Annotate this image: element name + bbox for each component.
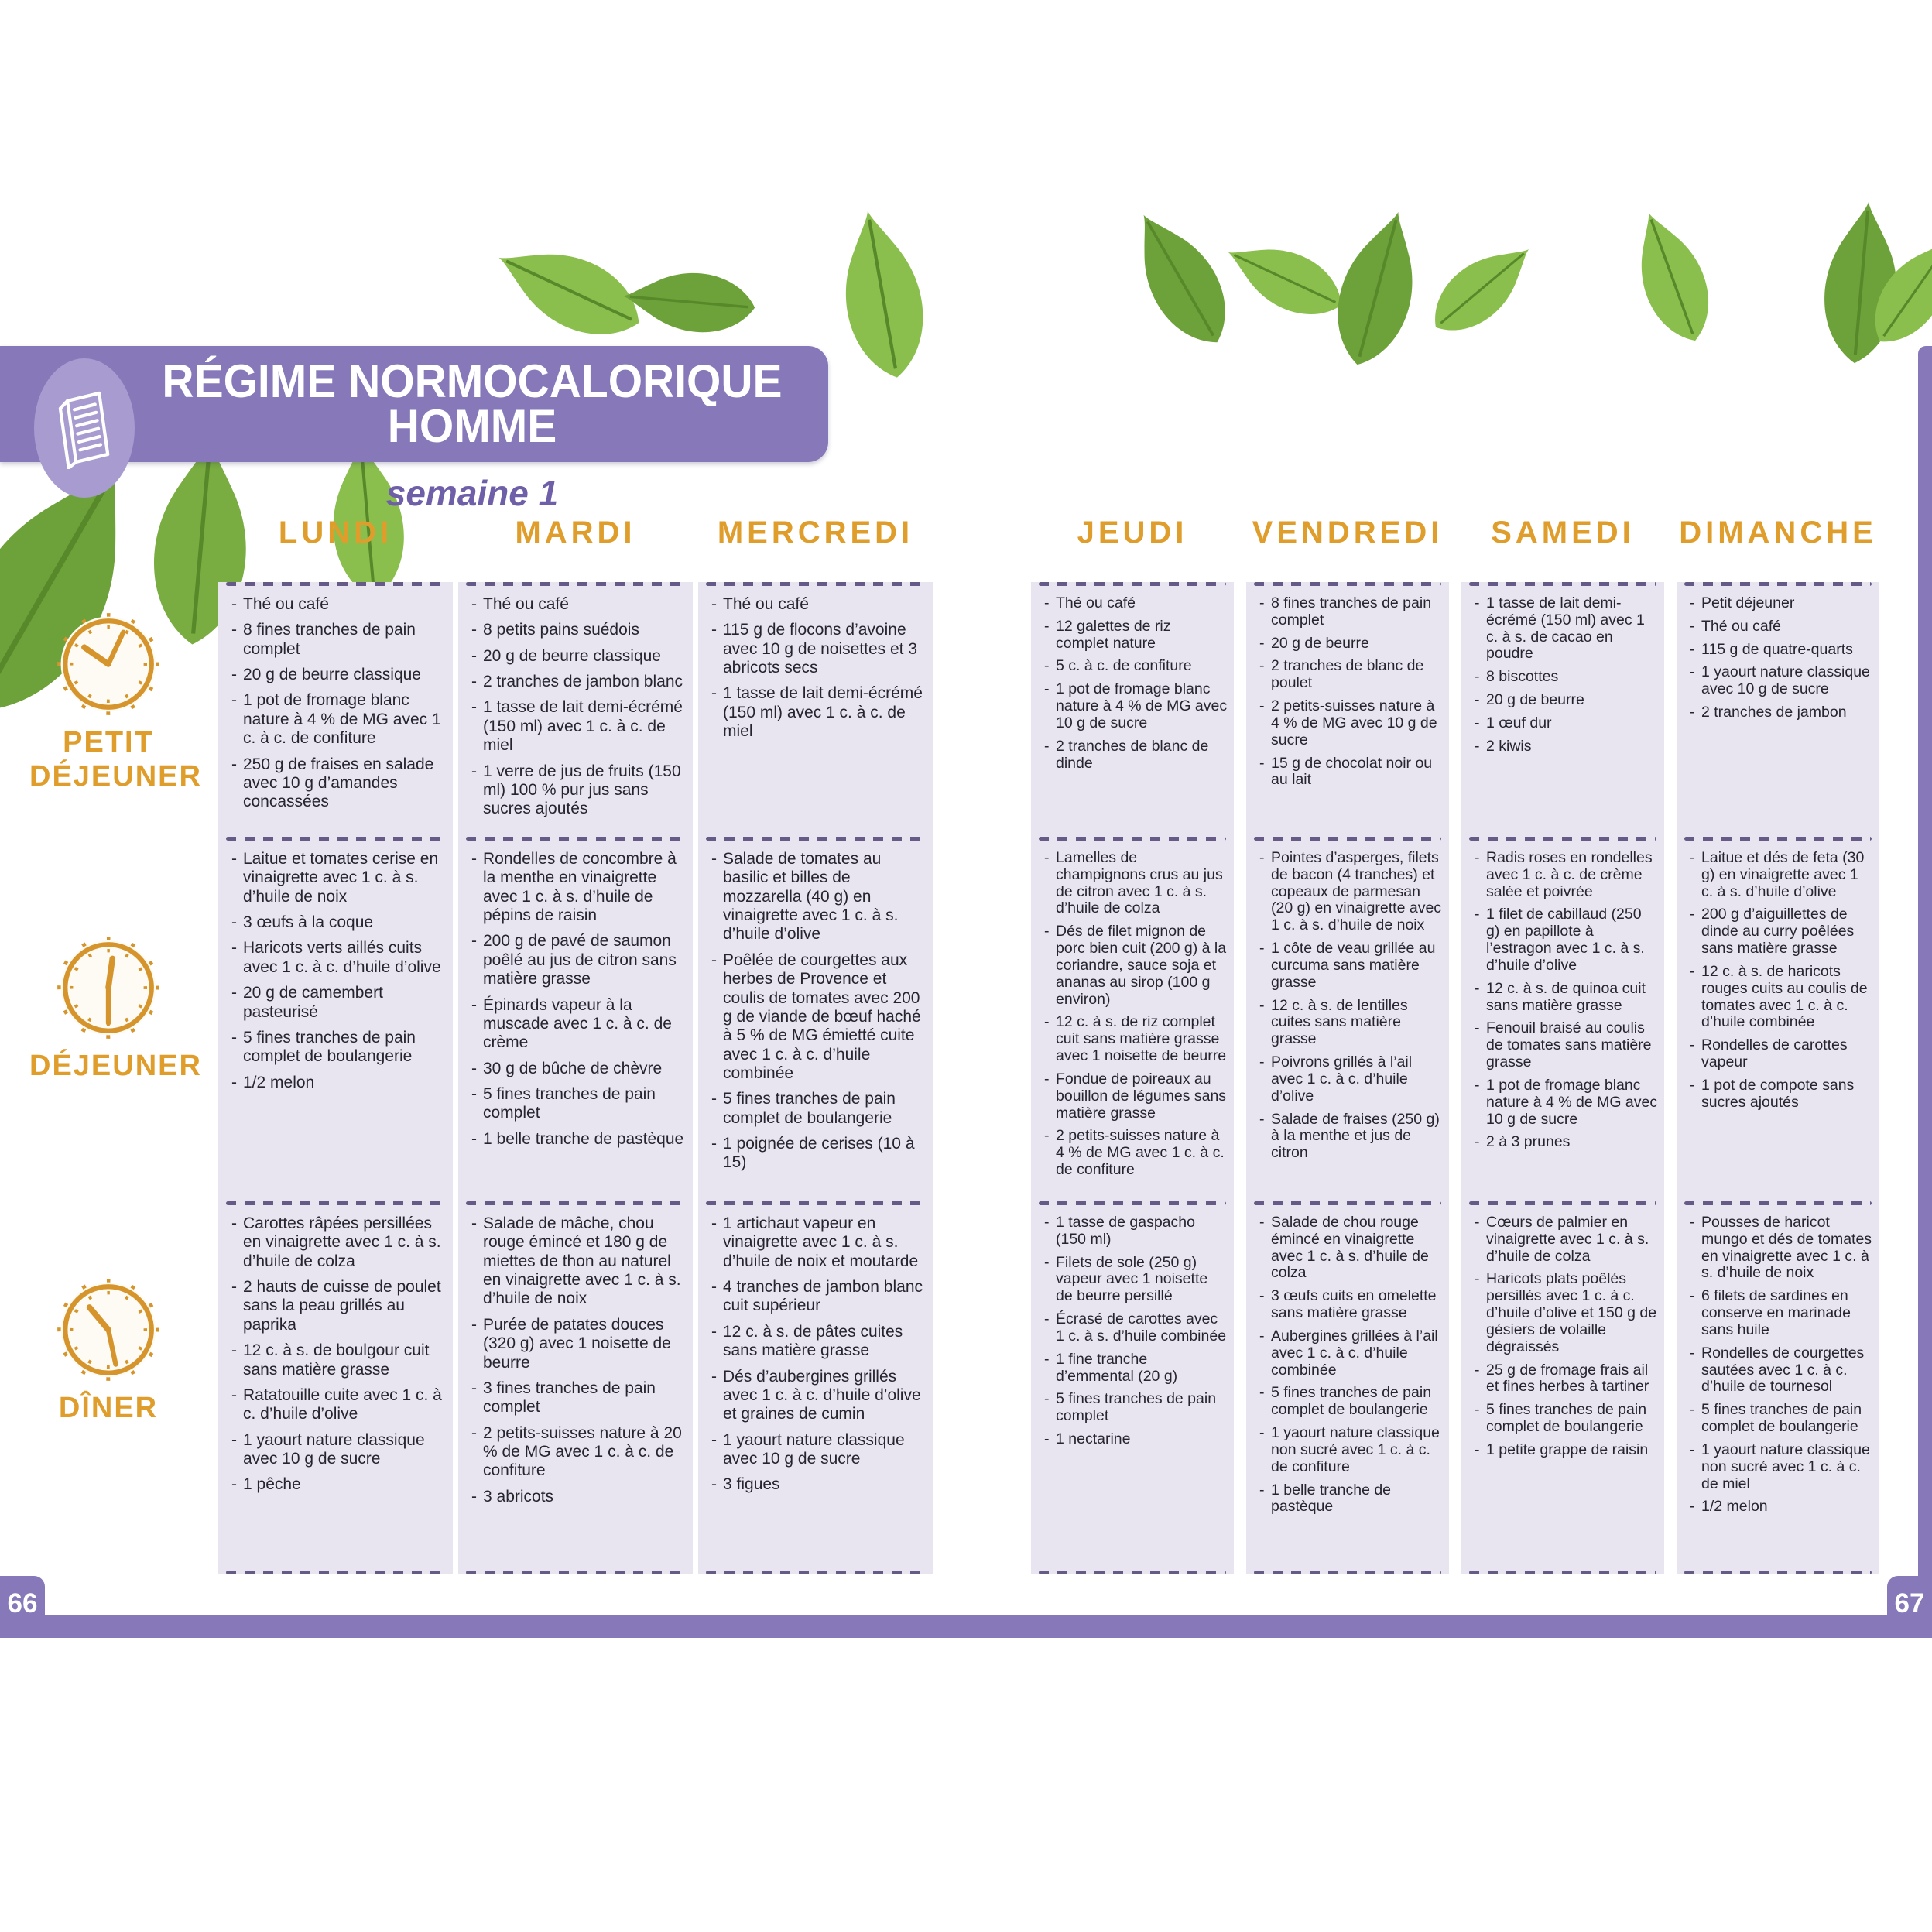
menu-item: - 20 g de camembert pasteurisé (228, 984, 447, 1022)
menu-item: - 1 poignée de cerises (10 à 15) (707, 1135, 927, 1173)
menu-item: - 2 tranches de blanc de poulet (1255, 658, 1443, 692)
dashed-separator (1469, 1571, 1656, 1574)
menu-item: - 1 fine tranche d’emmental (20 g) (1040, 1351, 1228, 1386)
menu-item: - 115 g de flocons d’avoine avec 10 g de noisettes et 3 abricots secs (707, 621, 927, 677)
meal-section-petit-dejeuner (1461, 586, 1664, 837)
meal-section-petit-dejeuner (1677, 586, 1879, 837)
menu-item: - Dés d’aubergines grillés avec 1 c. à c. d’huile d’olive et graines de cumin (707, 1368, 927, 1424)
clock-icon (50, 605, 167, 723)
basil-leaf-icon (1593, 190, 1751, 364)
dashed-separator (1254, 1571, 1441, 1574)
menu-item: - 2 tranches de blanc de dinde (1040, 738, 1228, 772)
menu-column-dimanche (1677, 582, 1879, 1574)
menu-item: - Filets de sole (250 g) vapeur avec 1 noisette de beurre persillé (1040, 1255, 1228, 1305)
menu-item: - Haricots verts aillés cuits avec 1 c. à c. d’huile d’olive (228, 939, 447, 977)
menu-item: - 2 tranches de jambon blanc (468, 673, 687, 691)
menu-item: - Purée de patates douces (320 g) avec 1 noisette de beurre (468, 1316, 687, 1372)
menu-item: - 2 tranches de jambon (1686, 704, 1873, 721)
day-header-samedi: SAMEDI (1491, 516, 1635, 550)
menu-item: - Épinards vapeur à la muscade avec 1 c. à c. de crème (468, 996, 687, 1053)
menu-item: - Écrasé de carottes avec 1 c. à s. d’huile combinée (1040, 1311, 1228, 1345)
meal-section-dejeuner (1677, 841, 1879, 1201)
menu-item: - 2 petits-suisses nature à 20 % de MG avec 1 c. à c. de confiture (468, 1424, 687, 1481)
menu-item: - 1 côte de veau grillée au curcuma sans matière grasse (1255, 940, 1443, 991)
meal-section-dejeuner (458, 841, 693, 1201)
page-title-line2: HOMME (387, 400, 557, 453)
meal-section-diner (698, 1205, 933, 1571)
menu-item: - 1 verre de jus de fruits (150 ml) 100 % pur jus sans sucres ajoutés (468, 762, 687, 819)
day-header-lundi: LUNDI (278, 516, 393, 550)
dashed-separator (706, 1571, 925, 1574)
menu-item: - 20 g de beurre (1471, 692, 1658, 709)
menu-item: - 12 galettes de riz complet nature (1040, 618, 1228, 653)
menu-item: - Salade de fraises (250 g) à la menthe et jus de citron (1255, 1112, 1443, 1162)
menu-item: - 1 tasse de lait demi-écrémé (150 ml) avec 1 c. à s. de cacao en poudre (1471, 595, 1658, 663)
menu-item: - Pousses de haricot mungo et dés de tomates en vinaigrette avec 1 c. à s. d’huile de noix (1686, 1214, 1873, 1282)
day-header-mardi: MARDI (515, 516, 636, 550)
menu-item: - 1 œuf dur (1471, 715, 1658, 732)
menu-item: - 1 belle tranche de pastèque (468, 1130, 687, 1149)
menu-item: - Thé ou café (228, 595, 447, 614)
menu-item: - Rondelles de carottes vapeur (1686, 1037, 1873, 1071)
menu-item: - 12 c. à s. de haricots rouges cuits au coulis de tomates avec 1 c. à c. d’huile combinée (1686, 964, 1873, 1031)
menu-item: - 20 g de beurre classique (468, 647, 687, 666)
menu-item: - 20 g de beurre classique (228, 666, 447, 684)
menu-item: - 5 fines tranches de pain complet de boulangerie (1471, 1402, 1658, 1436)
week-label: semaine 1 (385, 473, 559, 513)
menu-item: - Fondue de poireaux au bouillon de légumes sans matière grasse (1040, 1071, 1228, 1122)
meal-section-petit-dejeuner (1246, 586, 1449, 837)
menu-item: - Pointes d’asperges, filets de bacon (4 tranches) et copeaux de parmesan (20 g) en vinaigrette avec 1 c. à s. d’huile de noix (1255, 850, 1443, 934)
menu-item: - Ratatouille cuite avec 1 c. à c. d’huile d’olive (228, 1386, 447, 1424)
menu-item: - Lamelles de champignons crus au jus de citron avec 1 c. à s. d’huile de colza (1040, 850, 1228, 917)
menu-item: - Salade de mâche, chou rouge émincé et 180 g de miettes de thon au naturel en vinaigrette avec 1 c. à s. d’huile de noix (468, 1214, 687, 1309)
clock-icon (50, 929, 167, 1046)
menu-item: - 3 abricots (468, 1488, 687, 1506)
menu-item: - Rondelles de concombre à la menthe en vinaigrette avec 1 c. à s. d’huile de pépins de raisin (468, 850, 687, 925)
meal-section-petit-dejeuner (1031, 586, 1234, 837)
menu-item: - 115 g de quatre-quarts (1686, 642, 1873, 659)
menu-item: - 3 fines tranches de pain complet (468, 1379, 687, 1417)
menu-item: - 1 pêche (228, 1475, 447, 1494)
menu-item: - 3 œufs à la coque (228, 913, 447, 932)
menu-item: - 12 c. à s. de riz complet cuit sans matière grasse avec 1 noisette de beurre (1040, 1014, 1228, 1064)
clock-icon (50, 1271, 167, 1389)
menu-item: - Rondelles de courgettes sautées avec 1 c. à c. d’huile de tournesol (1686, 1345, 1873, 1396)
page-edge-bar (1918, 346, 1932, 1638)
menu-item: - 2 petits-suisses nature à 4 % de MG avec 10 g de sucre (1255, 698, 1443, 748)
menu-column-mardi (458, 582, 693, 1574)
day-header-jeudi: JEUDI (1077, 516, 1188, 550)
menu-item: - 12 c. à s. de boulgour cuit sans matière grasse (228, 1341, 447, 1379)
day-header-vendredi: VENDREDI (1252, 516, 1444, 550)
meal-section-diner (458, 1205, 693, 1571)
menu-item: - 6 filets de sardines en conserve en marinade sans huile (1686, 1288, 1873, 1338)
page-number-left: 66 (0, 1576, 45, 1632)
menu-item: - 8 fines tranches de pain complet (228, 621, 447, 659)
menu-item: - 3 œufs cuits en omelette sans matière grasse (1255, 1288, 1443, 1322)
menu-item: - 2 à 3 prunes (1471, 1134, 1658, 1151)
menu-item: - Thé ou café (1686, 618, 1873, 635)
dashed-separator (466, 1571, 685, 1574)
menu-item: - 2 hauts de cuisse de poulet sans la peau grillés au paprika (228, 1278, 447, 1334)
menu-item: - Thé ou café (468, 595, 687, 614)
menu-item: - 5 fines tranches de pain complet (468, 1085, 687, 1123)
menu-item: - Carottes râpées persillées en vinaigrette avec 1 c. à s. d’huile de colza (228, 1214, 447, 1271)
menu-item: - Thé ou café (1040, 595, 1228, 612)
footer-bar (0, 1615, 1932, 1638)
menu-item: - Poivrons grillés à l’ail avec 1 c. à c. d’huile d’olive (1255, 1054, 1443, 1105)
menu-item: - 1/2 melon (228, 1074, 447, 1092)
menu-item: - 15 g de chocolat noir ou au lait (1255, 755, 1443, 790)
menu-item: - 1 yaourt nature classique non sucré avec 1 c. à c. de miel (1686, 1442, 1873, 1492)
meal-section-diner (1461, 1205, 1664, 1571)
menu-item: - 1 tasse de lait demi-écrémé (150 ml) avec 1 c. à c. de miel (468, 698, 687, 755)
menu-item: - 5 fines tranches de pain complet de boulangerie (228, 1029, 447, 1067)
meal-section-dejeuner (1031, 841, 1234, 1201)
menu-column-lundi (218, 582, 453, 1574)
page-number-right: 67 (1887, 1576, 1932, 1632)
menu-item: - 1 nectarine (1040, 1431, 1228, 1448)
menu-item: - 1 pot de fromage blanc nature à 4 % de MG avec 1 c. à c. de confiture (228, 691, 447, 748)
menu-item: - Poêlée de courgettes aux herbes de Provence et coulis de tomates avec 200 g de viande de bœuf haché à 5 % de MG émietté cuite avec 1 c. à c. d’huile combinée (707, 951, 927, 1084)
meal-time-diner (29, 1271, 187, 1426)
menu-item: - 1 petite grappe de raisin (1471, 1442, 1658, 1459)
meal-section-dejeuner (1461, 841, 1664, 1201)
menu-item: - 8 fines tranches de pain complet (1255, 595, 1443, 629)
menu-item: - 200 g d’aiguillettes de dinde au curry poêlées sans matière grasse (1686, 906, 1873, 957)
menu-item: - 1 yaourt nature classique avec 10 g de sucre (1686, 664, 1873, 698)
meal-section-dejeuner (218, 841, 453, 1201)
menu-item: - 1 belle tranche de pastèque (1255, 1482, 1443, 1516)
menu-item: - 5 fines tranches de pain complet (1040, 1391, 1228, 1425)
menu-item: - 12 c. à s. de pâtes cuites sans matière grasse (707, 1323, 927, 1361)
menu-column-mercredi (698, 582, 933, 1574)
menu-item: - 200 g de pavé de saumon poêlé au jus de citron sans matière grasse (468, 932, 687, 988)
menu-item: - Radis roses en rondelles avec 1 c. à c. de crème salée et poivrée (1471, 850, 1658, 900)
menu-item: - 5 fines tranches de pain complet de boulangerie (1686, 1402, 1873, 1436)
meal-label: DÎNER (58, 1392, 159, 1424)
meal-label: PETIT DÉJEUNER (29, 726, 202, 793)
menu-item: - 3 figues (707, 1475, 927, 1494)
meal-section-diner (1246, 1205, 1449, 1571)
menu-item: - 250 g de fraises en salade avec 10 g d’amandes concassées (228, 755, 447, 812)
meal-section-dejeuner (698, 841, 933, 1201)
basil-leaf-icon (615, 249, 762, 354)
menu-item: - 1 tasse de gaspacho (150 ml) (1040, 1214, 1228, 1249)
menu-item: - 30 g de bûche de chèvre (468, 1060, 687, 1078)
meal-section-diner (218, 1205, 453, 1571)
meal-section-diner (1677, 1205, 1879, 1571)
menu-item: - 1 pot de fromage blanc nature à 4 % de MG avec 10 g de sucre (1040, 681, 1228, 731)
menu-item: - 25 g de fromage frais ail et fines herbes à tartiner (1471, 1362, 1658, 1396)
menu-item: - 2 kiwis (1471, 738, 1658, 755)
menu-item: - 2 petits-suisses nature à 4 % de MG avec 1 c. à c. de confiture (1040, 1128, 1228, 1178)
meal-section-petit-dejeuner (698, 586, 933, 837)
menu-item: - 1 yaourt nature classique avec 10 g de sucre (707, 1431, 927, 1469)
menu-item: - 20 g de beurre (1255, 635, 1443, 653)
menu-item: - 1 yaourt nature classique non sucré avec 1 c. à c. de confiture (1255, 1425, 1443, 1475)
menu-item: - Salade de tomates au basilic et billes de mozzarella (40 g) en vinaigrette avec 1 c. à s. d’huile d’olive (707, 850, 927, 944)
dashed-separator (1684, 1571, 1872, 1574)
menu-item: - 1 tasse de lait demi-écrémé (150 ml) avec 1 c. à c. de miel (707, 684, 927, 741)
menu-column-samedi (1461, 582, 1664, 1574)
menu-item: - Fenouil braisé au coulis de tomates sans matière grasse (1471, 1020, 1658, 1070)
menu-item: - Cœurs de palmier en vinaigrette avec 1 c. à s. d’huile de colza (1471, 1214, 1658, 1265)
menu-item: - 1 filet de cabillaud (250 g) en papillote à l’estragon avec 1 c. à s. d’huile d’olive (1471, 906, 1658, 974)
menu-item: - 8 petits pains suédois (468, 621, 687, 639)
meal-section-diner (1031, 1205, 1234, 1571)
menu-item: - 5 c. à c. de confiture (1040, 658, 1228, 675)
basil-leaf-icon (810, 197, 955, 392)
meal-label: DÉJEUNER (29, 1050, 202, 1082)
menu-item: - 1 pot de fromage blanc nature à 4 % de MG avec 10 g de sucre (1471, 1077, 1658, 1128)
meal-section-petit-dejeuner (458, 586, 693, 837)
dashed-separator (1039, 1571, 1226, 1574)
menu-item: - Salade de chou rouge émincé en vinaigrette avec 1 c. à s. d’huile de colza (1255, 1214, 1443, 1282)
meal-time-petit-dejeuner (29, 605, 202, 793)
menu-item: - Petit déjeuner (1686, 595, 1873, 612)
menu-item: - Laitue et dés de feta (30 g) en vinaigrette avec 1 c. à s. d’huile d’olive (1686, 850, 1873, 900)
menu-item: - Thé ou café (707, 595, 927, 614)
menu-item: - 1 yaourt nature classique avec 10 g de sucre (228, 1431, 447, 1469)
menu-item: - 1/2 melon (1686, 1499, 1873, 1516)
menu-item: - Haricots plats poêlés persillés avec 1 c. à c. d’huile d’olive et 150 g de gésiers de volaille dégraissés (1471, 1271, 1658, 1355)
meal-time-dejeuner (29, 929, 202, 1084)
page-title-line1: RÉGIME NORMOCALORIQUE (162, 355, 783, 408)
menu-item: - 5 fines tranches de pain complet de boulangerie (1255, 1385, 1443, 1419)
menu-item: - 12 c. à s. de lentilles cuites sans matière grasse (1255, 998, 1443, 1048)
day-header-mercredi: MERCREDI (717, 516, 914, 550)
menu-item: - 5 fines tranches de pain complet de boulangerie (707, 1090, 927, 1128)
header-badge (34, 358, 135, 498)
menu-item: - 1 pot de compote sans sucres ajoutés (1686, 1077, 1873, 1112)
menu-column-jeudi (1031, 582, 1234, 1574)
menu-item: - 4 tranches de jambon blanc cuit supérieur (707, 1278, 927, 1316)
menu-item: - 1 artichaut vapeur en vinaigrette avec 1 c. à s. d’huile de noix et moutarde (707, 1214, 927, 1271)
menu-item: - Dés de filet mignon de porc bien cuit (200 g) à la coriandre, sauce soja et ananas au sirop (100 g environ) (1040, 923, 1228, 1008)
dashed-separator (226, 1571, 445, 1574)
menu-item: - 12 c. à s. de quinoa cuit sans matière grasse (1471, 981, 1658, 1015)
menu-item: - Aubergines grillées à l’ail avec 1 c. à c. d’huile combinée (1255, 1328, 1443, 1379)
meal-section-dejeuner (1246, 841, 1449, 1201)
menu-item: - Laitue et tomates cerise en vinaigrette avec 1 c. à s. d’huile de noix (228, 850, 447, 906)
menu-item: - 8 biscottes (1471, 669, 1658, 686)
day-header-dimanche: DIMANCHE (1679, 516, 1877, 550)
meal-section-petit-dejeuner (218, 586, 453, 837)
menu-column-vendredi (1246, 582, 1449, 1574)
menu-booklet-icon (52, 387, 117, 469)
